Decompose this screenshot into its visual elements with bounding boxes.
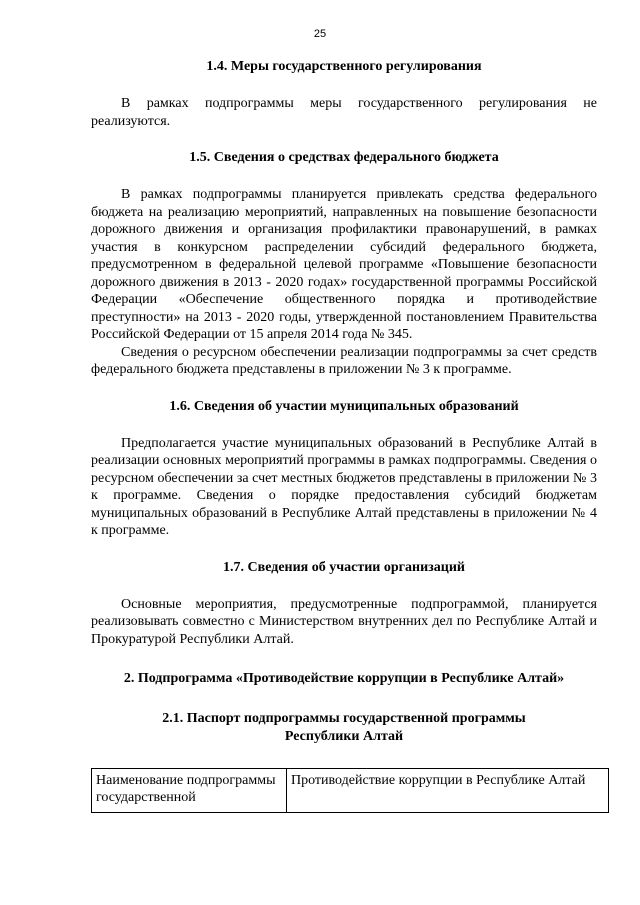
section-1-5-paragraph-1: В рамках подпрограммы планируется привлекать средства федерального бюджета на реализацию мероприятий, направленных на повышение безопасности дорожного движения и организация профилактики правонарушений, в рамках участия в конкурсном распределении субсидий федерального бюджета, предусмотренном в федеральной целевой программе «Повышение безопасности дорожного движения в 2013 - 2020 годах» государственной программы Российской Федерации «Обеспечение общественного порядка и противодействие преступности» на 2013 - 2020 годы, утвержденной постановлением Правительства Российской Федерации от 15 апреля 2014 года № 345. [91, 187, 597, 342]
section-1-5-paragraph-2: Сведения о ресурсном обеспечении реализации подпрограммы за счет средств федерального бюджета представлены в приложении № 3 к программе. [91, 344, 597, 377]
section-1-7-paragraph: Основные мероприятия, предусмотренные подпрограммой, планируется реализовывать совместно с Министерством внутренних дел по Республике Алтай и Прокуратурой Республики Алтай. [91, 596, 597, 647]
passport-row-value: Противодействие коррупции в Республике Алтай [287, 769, 609, 813]
section-1-6-heading: 1.6. Сведения об участии муниципальных образований [169, 398, 519, 414]
section-1-4-heading: 1.4. Меры государственного регулирования [206, 59, 482, 74]
document-body [91, 58, 597, 813]
page-number: 25 [313, 28, 327, 40]
passport-table [91, 768, 609, 813]
subprogram-2-heading: 2. Подпрограмма «Противодействие коррупции в Республике Алтай» [123, 671, 565, 686]
passport-heading-line-1: 2.1. Паспорт подпрограммы государственной программы [162, 711, 526, 726]
section-1-6-paragraph: Предполагается участие муниципальных образований в Республике Алтай в реализации основных мероприятий программы в рамках подпрограммы. Сведения о ресурсном обеспечении за счет местных бюджетов представлены в приложении № 3 к программе. Сведения о порядке предоставления субсидий бюджетам муниципальных образований в Республике Алтай представлены в приложении № 4 к программе. [91, 435, 597, 538]
section-1-7-heading: 1.7. Сведения об участии организаций [223, 559, 465, 575]
passport-row-label: Наименование подпрограммы государственной [92, 769, 287, 813]
section-1-5-heading: 1.5. Сведения о средствах федерального бюджета [189, 150, 499, 165]
passport-heading-line-2: Республики Алтай [284, 729, 404, 744]
table-row [92, 769, 609, 813]
section-1-4-paragraph: В рамках подпрограммы меры государственного регулирования не реализуются. [91, 96, 597, 129]
